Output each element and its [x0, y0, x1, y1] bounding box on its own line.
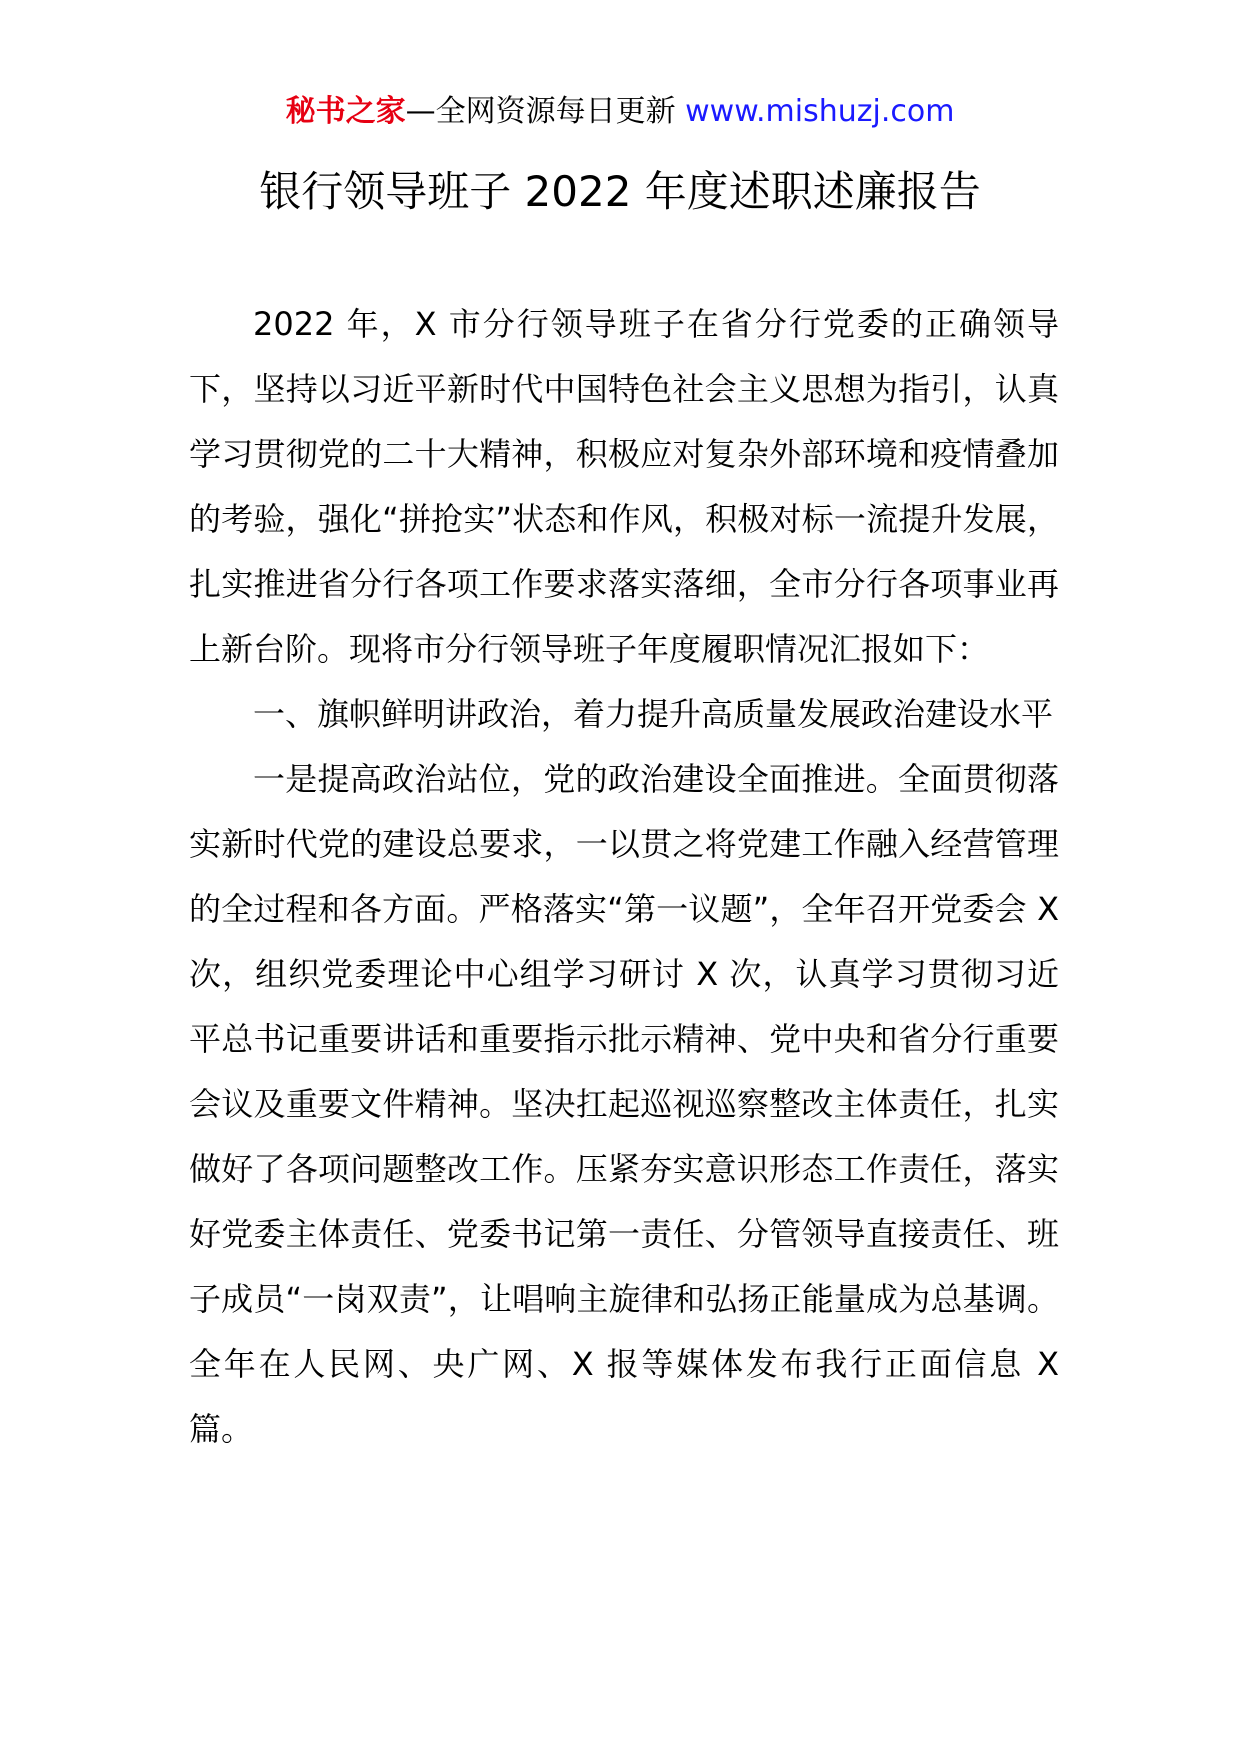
- intro-paragraph: 2022 年，X 市分行领导班子在省分行党委的正确领导下，坚持以习近平新时代中国特色社会主义思想为指引，认真学习贯彻党的二十大精神，积极应对复杂外部环境和疫情叠加的考验，强化“拼抢实”状态和作风，积极对标一流提升发展，扎实推进省分行各项工作要求落实落细，全市分行各项事业再上新台阶。现将市分行领导班子年度履职情况汇报如下：: [189, 305, 1059, 668]
- site-banner: [0, 92, 1240, 132]
- banner-slogan: —全网资源每日更新: [405, 94, 686, 129]
- document-title: 银行领导班子 2022 年度述职述廉报告: [259, 167, 981, 216]
- document-body: [189, 292, 1059, 1462]
- section-heading: 一、旗帜鲜明讲政治，着力提升高质量发展政治建设水平: [253, 695, 1054, 733]
- site-url: www.mishuzj.com: [685, 94, 955, 129]
- body-paragraph: 一是提高政治站位，党的政治建设全面推进。全面贯彻落实新时代党的建设总要求，一以贯之将党建工作融入经营管理的全过程和各方面。严格落实“第一议题”，全年召开党委会 X 次，组织党委理论中心组学习研讨 X 次，认真学习贯彻习近平总书记重要讲话和重要指示批示精神、党中央和省分行重要会议及重要文件精神。坚决扛起巡视巡察整改主体责任，扎实做好了各项问题整改工作。压紧夯实意识形态工作责任，落实好党委主体责任、党委书记第一责任、分管领导直接责任、班子成员“一岗双责”，让唱响主旋律和弘扬正能量成为总基调。全年在人民网、央广网、X 报等媒体发布我行正面信息 X 篇。: [189, 760, 1059, 1448]
- brand-name: 秘书之家: [285, 94, 406, 129]
